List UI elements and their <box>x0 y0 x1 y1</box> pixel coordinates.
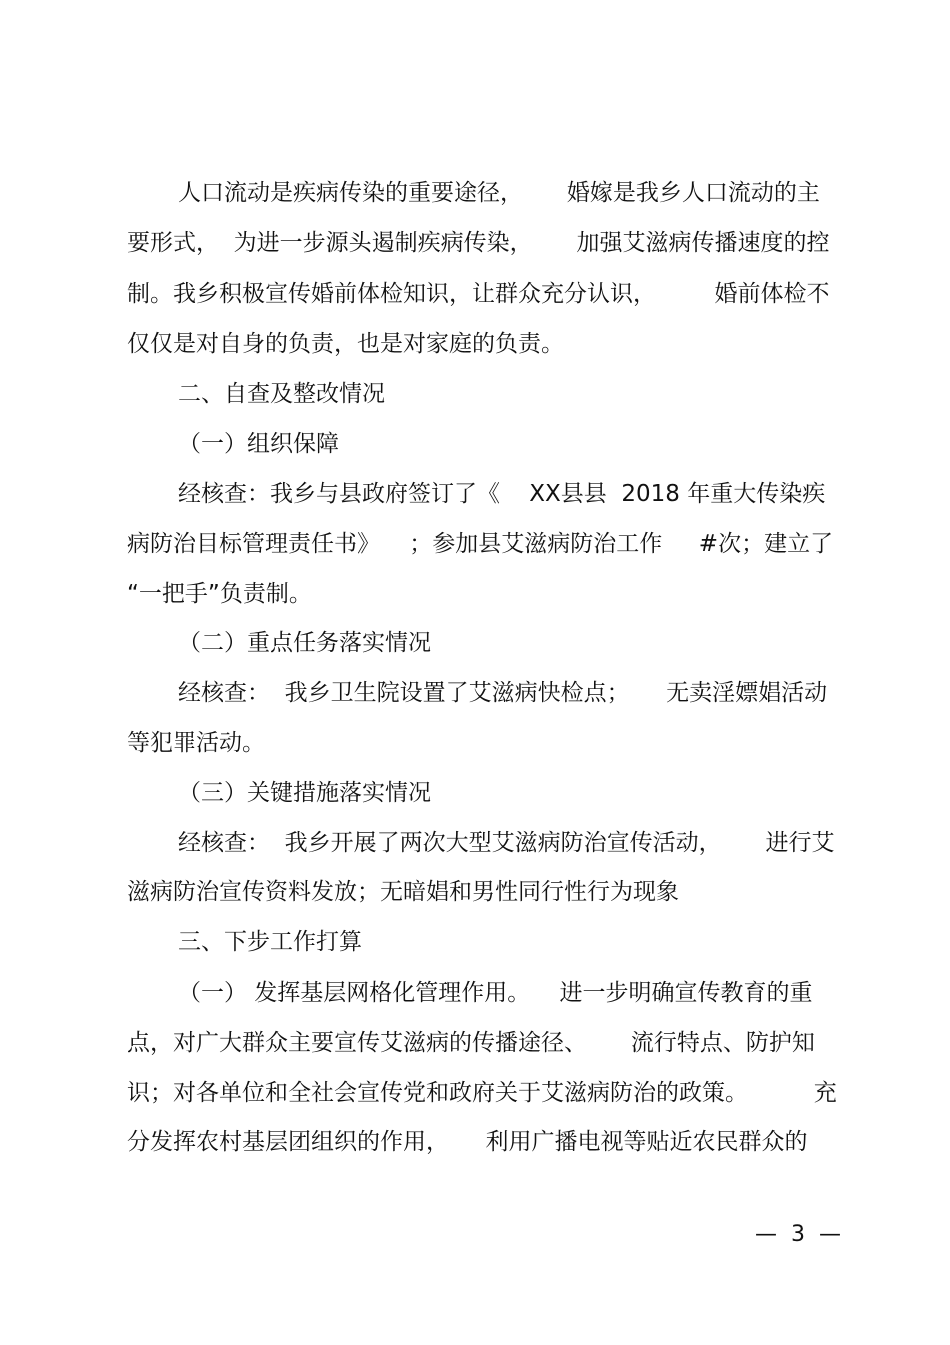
paragraph-measures-line-1: 经核查： 我乡开展了两次大型艾滋病防治宣传活动， 进行艾 <box>178 830 835 856</box>
paragraph-measures-line-2: 滋病防治宣传资料发放；无暗娼和男性同行性行为现象 <box>127 879 679 905</box>
paragraph-org-line-3: “一把手”负责制。 <box>127 581 312 607</box>
paragraph-tasks-line-2: 等犯罪活动。 <box>127 730 265 756</box>
page-number: — 3 — <box>755 1222 841 1247</box>
paragraph-tasks-line-1: 经核查： 我乡卫生院设置了艾滋病快检点； 无卖淫嫖娼活动 <box>178 680 828 706</box>
paragraph-plan-line-1: （一） 发挥基层网格化管理作用。 进一步明确宣传教育的重 <box>178 980 813 1006</box>
paragraph-1-line-2: 要形式， 为进一步源头遏制疾病传染， 加强艾滋病传播速度的控 <box>127 230 830 256</box>
paragraph-plan-line-2: 点，对广大群众主要宣传艾滋病的传播途径、 流行特点、防护知 <box>127 1030 815 1056</box>
paragraph-1-line-4: 仅仅是对自身的负责，也是对家庭的负责。 <box>127 331 564 357</box>
subsection-heading-3: （三）关键措施落实情况 <box>178 780 431 806</box>
paragraph-1-line-3: 制。我乡积极宣传婚前体检知识，让群众充分认识， 婚前体检不 <box>127 281 830 307</box>
subsection-heading-1: （一）组织保障 <box>178 431 339 457</box>
paragraph-org-line-1: 经核查：我乡与县政府签订了《 XX县县 2018 年重大传染疾 <box>178 481 826 507</box>
section-heading-3: 三、下步工作打算 <box>178 929 362 955</box>
paragraph-plan-line-4: 分发挥农村基层团组织的作用， 利用广播电视等贴近农民群众的 <box>127 1129 808 1155</box>
paragraph-plan-line-3: 识；对各单位和全社会宣传党和政府关于艾滋病防治的政策。 充 <box>127 1080 837 1106</box>
subsection-heading-2: （二）重点任务落实情况 <box>178 630 431 656</box>
paragraph-org-line-2: 病防治目标管理责任书》 ；参加县艾滋病防治工作 #次；建立了 <box>127 531 834 557</box>
paragraph-1-line-1: 人口流动是疾病传染的重要途径， 婚嫁是我乡人口流动的主 <box>178 180 820 206</box>
section-heading-2: 二、自查及整改情况 <box>178 381 385 407</box>
